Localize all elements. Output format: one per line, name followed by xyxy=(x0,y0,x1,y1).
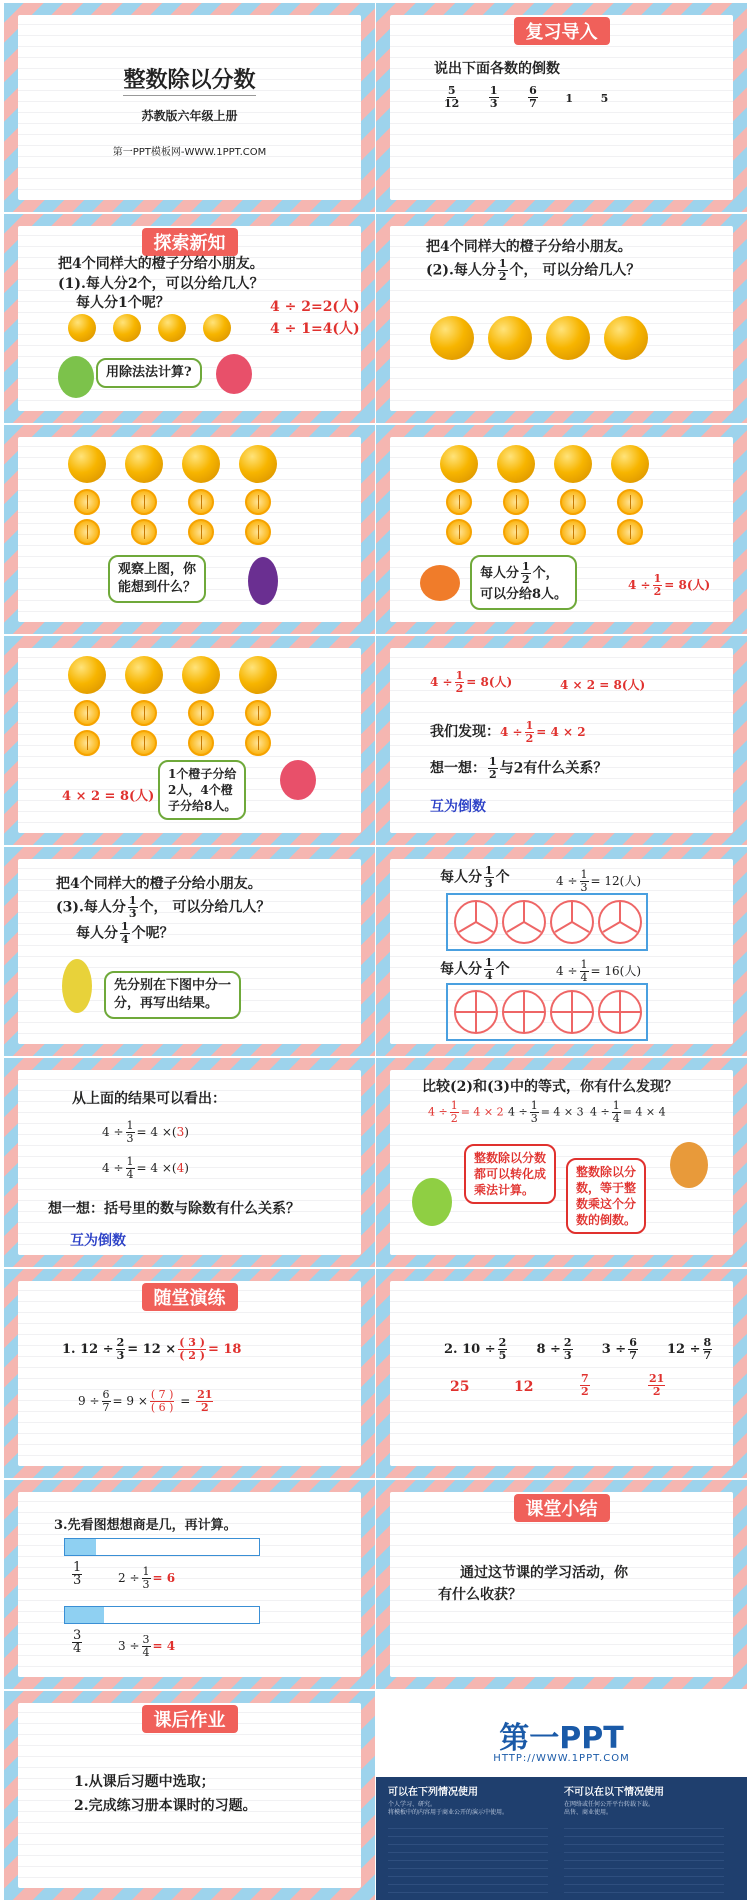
orange xyxy=(68,656,106,694)
orange xyxy=(113,314,141,342)
question-3b: 每人分 $\frac{1}{4}$ 个呢？ xyxy=(76,920,174,946)
equation-third: 4 ÷ $\frac{1}{3}$ = 4 × 3 xyxy=(508,1099,584,1125)
site-credit: 第一PPT模板网-WWW.1PPT.COM xyxy=(112,147,267,158)
circle-quarters xyxy=(550,990,594,1034)
orange-half xyxy=(446,489,472,515)
disallowed-note-1: 在网络或任何公开平台转载下载。 xyxy=(564,1801,655,1808)
slide-explore-2[interactable] xyxy=(376,214,747,423)
orange xyxy=(488,316,532,360)
fraction-1-3: $\frac{1}{3}$ xyxy=(489,84,498,110)
thirds-lines xyxy=(504,902,544,942)
orange-half xyxy=(245,700,271,726)
orange xyxy=(125,656,163,694)
speech-bubble: 先分别在下图中分一 分，再写出结果。 xyxy=(104,971,241,1019)
circle-thirds xyxy=(502,900,546,944)
circle-thirds xyxy=(454,900,498,944)
slide-explore-1[interactable] xyxy=(4,214,375,423)
orange xyxy=(604,316,648,360)
fraction-3-4: $\frac{3}{4}$ xyxy=(73,1628,82,1656)
equation-half: 4 ÷ $\frac{1}{2}$ = 4 × 2 xyxy=(428,1099,504,1125)
orange-half xyxy=(131,519,157,545)
orange-half xyxy=(560,519,586,545)
speech-bubble: 1个橙子分给 2人，4个橙 子分给8人。 xyxy=(158,760,246,820)
orange-half xyxy=(188,489,214,515)
answer: 互为倒数 xyxy=(430,799,486,815)
orange xyxy=(68,314,96,342)
label-quarters: 每人分 $\frac{1}{4}$ 个 xyxy=(440,956,510,982)
answer-4: $\frac{21}{2}$ xyxy=(649,1372,665,1398)
equation-div: 4 ÷ $\frac{1}{2}$ = 8(人) xyxy=(430,669,513,695)
page-title: 整数除以分数 xyxy=(123,67,256,93)
link-list-left[interactable] xyxy=(388,1821,548,1893)
fraction-1-3: $\frac{1}{3}$ xyxy=(73,1560,82,1588)
equation-b: 3 ÷ $\frac{3}{4}$ = 4 xyxy=(118,1633,176,1659)
slide-circles[interactable] xyxy=(376,847,747,1056)
slide-discovery[interactable] xyxy=(376,636,747,845)
speech-bubble: 用除法法计算? xyxy=(96,358,202,388)
problem-statement: 把4个同样大的橙子分给小朋友。 xyxy=(56,876,262,892)
think-question: 想一想：括号里的数与除数有什么关系？ xyxy=(48,1201,300,1217)
orange xyxy=(239,445,277,483)
rule-bubble-2: 整数除以分 数，等于整 数乘这个分 数的倒数。 xyxy=(566,1158,646,1234)
orange-half xyxy=(188,700,214,726)
section-badge: 探索新知 xyxy=(142,228,238,256)
orange-half xyxy=(245,730,271,756)
radish-character-icon xyxy=(280,760,316,800)
eggplant-character-icon xyxy=(248,557,278,605)
number-list xyxy=(442,85,608,110)
orange xyxy=(554,445,592,483)
subtitle: 苏教版六年级上册 xyxy=(141,109,238,123)
orange xyxy=(182,445,220,483)
terms-panel xyxy=(376,1777,747,1900)
equation-quarters: 4 ÷ $\frac{1}{4}$ = 4 ×(4) xyxy=(102,1155,189,1181)
equation-a: 2 ÷ $\frac{1}{3}$ = 6 xyxy=(118,1565,176,1591)
section-badge: 课堂小结 xyxy=(514,1494,610,1522)
answer-1: 25 xyxy=(450,1379,470,1395)
bar-diagram-thirds xyxy=(64,1538,260,1556)
question-1b: 每人分1个呢？ xyxy=(76,295,170,311)
allowed-note-2: 将模板中的内容用于商业公开的演示中使用。 xyxy=(388,1809,509,1816)
equation-1: 4 ÷ 2=2(人) xyxy=(270,299,360,315)
orange-half xyxy=(617,489,643,515)
statement: 从上面的结果可以看出： xyxy=(72,1091,226,1107)
exercise-1: 1. 12 ÷ $\frac{2}{3}$ = 12 × $\frac{( 3 )}{( 2 )}$ = 18 xyxy=(62,1336,242,1362)
slide-title[interactable] xyxy=(4,3,375,212)
rule-bubble: 整数除以分数 都可以转化成 乘法计算。 xyxy=(464,1144,556,1204)
equation-quarter: 4 ÷ $\frac{1}{4}$ = 4 × 4 xyxy=(590,1099,666,1125)
slide-practice-3[interactable] xyxy=(4,1480,375,1689)
speech-bubble: 每人分 $\frac{1}{2}$ 个， 可以分给8人。 xyxy=(470,555,577,610)
link-list-right[interactable] xyxy=(564,1821,724,1893)
equation: 4 ÷ $\frac{1}{2}$ = 8(人) xyxy=(628,572,711,598)
bar-diagram-quarters xyxy=(64,1606,260,1624)
question-1: (1).每人分2个，可以分给几人？ xyxy=(58,276,264,292)
circle-thirds xyxy=(550,900,594,944)
question: 比较(2)和(3)中的等式，你有什么发现？ xyxy=(422,1079,678,1095)
orange xyxy=(546,316,590,360)
answer-3: $\frac{7}{2}$ xyxy=(581,1372,589,1398)
orange xyxy=(440,445,478,483)
integer-5: 5 xyxy=(600,92,609,105)
equation: 4 × 2 = 8(人) xyxy=(62,789,155,804)
orange-half xyxy=(560,489,586,515)
pepper-character-icon xyxy=(412,1178,452,1226)
thirds-lines xyxy=(600,902,640,942)
problem-statement: 把4个同样大的橙子分给小朋友。 xyxy=(426,239,632,255)
orange xyxy=(203,314,231,342)
exercise-2: 9 ÷ $\frac{6}{7}$ = 9 × $\frac{( 7 )}{( 6 )}$ = $\frac{21}{2}$ xyxy=(78,1388,213,1414)
orange-half xyxy=(503,519,529,545)
allowed-note-1: 个人学习、研究。 xyxy=(388,1801,437,1808)
answer: 互为倒数 xyxy=(70,1233,126,1249)
orange-half xyxy=(74,489,100,515)
section-badge: 复习导入 xyxy=(514,17,610,45)
equation-quarters: 4 ÷ $\frac{1}{4}$ = 16(人) xyxy=(556,958,642,984)
integer-1: 1 xyxy=(565,92,574,105)
circle-thirds xyxy=(598,900,642,944)
slide-homework[interactable] xyxy=(4,1691,375,1900)
equation-mul: 4 × 2 = 8(人) xyxy=(560,678,646,692)
homework-2: 2.完成练习册本课时的习题。 xyxy=(74,1798,257,1814)
allowed-title: 可以在下列情况使用 xyxy=(388,1787,478,1798)
exercise-list: 2. 10 ÷ $\frac{2}{5}$ 8 ÷ $\frac{2}{3}$ 3 ÷ $\frac{6}{7}$ 12 ÷ $\frac{8}{7}$ xyxy=(444,1336,712,1362)
orange-half xyxy=(74,700,100,726)
brand-url[interactable]: HTTP://WWW.1PPT.COM xyxy=(493,1753,630,1764)
question-3: (3).每人分 $\frac{1}{3}$ 个， 可以分给几人？ xyxy=(56,894,271,920)
section-badge: 随堂演练 xyxy=(142,1283,238,1311)
orange-half xyxy=(74,730,100,756)
slide-brand[interactable] xyxy=(376,1691,747,1900)
slide-multiply[interactable] xyxy=(4,636,375,845)
orange-half xyxy=(617,519,643,545)
corn-character-icon xyxy=(62,959,92,1013)
slide-review[interactable] xyxy=(376,3,747,212)
problem-statement: 把4个同样大的橙子分给小朋友。 xyxy=(58,256,264,272)
section-badge: 课后作业 xyxy=(142,1705,238,1733)
orange-half xyxy=(188,519,214,545)
equation-2: 4 ÷ 1=4(人) xyxy=(270,321,360,337)
orange xyxy=(497,445,535,483)
answer-2: 12 xyxy=(514,1379,534,1395)
speech-bubble: 观察上图，你 能想到什么？ xyxy=(108,555,206,603)
slide-half-result[interactable] xyxy=(376,425,747,634)
orange xyxy=(125,445,163,483)
mushroom-character-icon xyxy=(670,1142,708,1188)
slide-practice-1[interactable] xyxy=(4,1269,375,1478)
orange-half xyxy=(131,489,157,515)
circle-quarters xyxy=(454,990,498,1034)
fraction-6-7: $\frac{6}{7}$ xyxy=(529,84,537,110)
orange xyxy=(430,316,474,360)
title-divider xyxy=(123,95,256,96)
orange xyxy=(611,445,649,483)
summary-line-2: 有什么收获？ xyxy=(438,1587,522,1603)
slide-observe[interactable] xyxy=(4,425,375,634)
orange-half xyxy=(245,519,271,545)
orange-half xyxy=(74,519,100,545)
orange-half xyxy=(131,700,157,726)
orange-half xyxy=(503,489,529,515)
question: 说出下面各数的倒数 xyxy=(434,61,560,77)
orange xyxy=(182,656,220,694)
equation-thirds: 4 ÷ $\frac{1}{3}$ = 12(人) xyxy=(556,868,642,894)
disallowed-title: 不可以在以下情况使用 xyxy=(564,1787,664,1798)
thirds-lines xyxy=(552,902,592,942)
slide-practice-2[interactable] xyxy=(376,1269,747,1478)
think-question: 想一想： $\frac{1}{2}$ 与2有什么关系？ xyxy=(430,755,608,781)
orange-half xyxy=(188,730,214,756)
slide-conclusion[interactable] xyxy=(4,1058,375,1267)
finding: 我们发现：4 ÷ $\frac{1}{2}$ = 4 × 2 xyxy=(430,719,586,745)
brand-logo: 第一PPT xyxy=(499,1721,624,1756)
orange-half xyxy=(131,730,157,756)
orange-character-icon xyxy=(420,565,460,601)
homework-1: 1.从课后习题中选取； xyxy=(74,1774,215,1790)
slide-explore-3[interactable] xyxy=(4,847,375,1056)
radish-character-icon xyxy=(216,354,252,394)
slide-summary[interactable] xyxy=(376,1480,747,1689)
orange-half xyxy=(245,489,271,515)
orange xyxy=(68,445,106,483)
circle-quarters xyxy=(598,990,642,1034)
question: 3.先看图想想商是几，再计算。 xyxy=(54,1518,237,1533)
circle-quarters xyxy=(502,990,546,1034)
label-thirds: 每人分 $\frac{1}{3}$ 个 xyxy=(440,864,510,890)
orange xyxy=(239,656,277,694)
summary-line-1: 通过这节课的学习活动，你 xyxy=(460,1565,628,1581)
fraction-5-12: $\frac{5}{12}$ xyxy=(444,84,460,110)
cabbage-character-icon xyxy=(58,356,94,398)
question-2: (2).每人分 $\frac{1}{2}$ 个， 可以分给几人？ xyxy=(426,257,641,283)
equation-thirds: 4 ÷ $\frac{1}{3}$ = 4 ×(3) xyxy=(102,1119,189,1145)
orange xyxy=(158,314,186,342)
slide-compare[interactable] xyxy=(376,1058,747,1267)
thirds-lines xyxy=(456,902,496,942)
orange-half xyxy=(446,519,472,545)
disallowed-note-2: 出售、商业使用。 xyxy=(564,1809,613,1816)
